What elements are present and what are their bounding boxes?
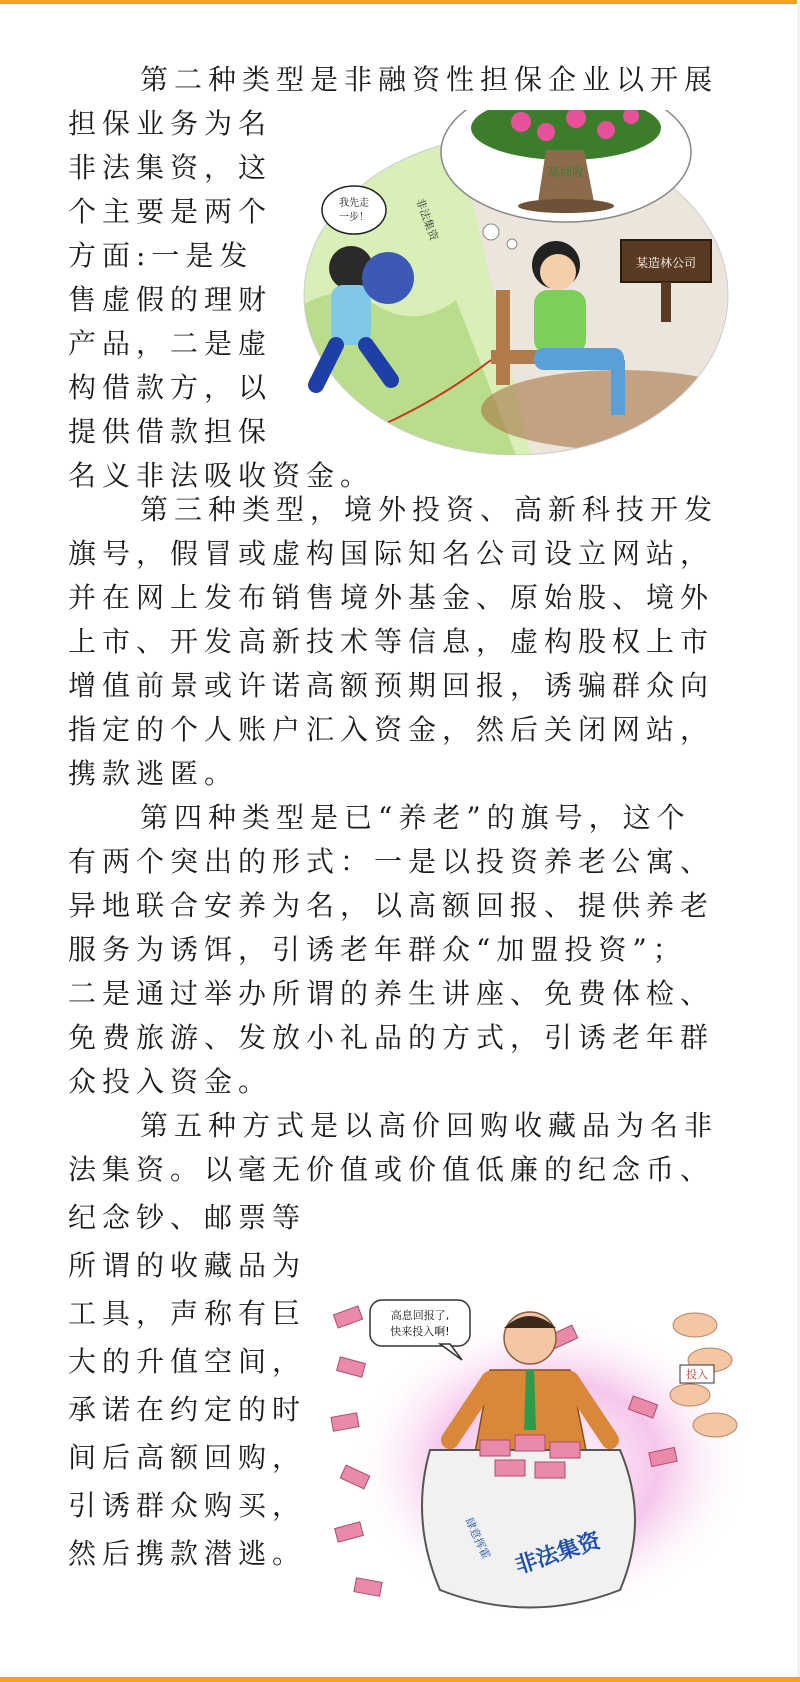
text-line: 然后携款潜逃。 [68,1537,307,1570]
text-line: 第三种类型，境外投资、高新科技开发 [140,493,719,526]
text-line: 纪念钞、邮票等 [68,1201,307,1234]
illustration-fraud-guarantee [276,110,776,455]
text-line: 指定的个人账户汇入资金，然后关闭网站， [68,713,715,746]
text-line: 售虚假的理财 [68,283,273,316]
text-line: 第四种类型是已“养老”的旗号，这个 [140,801,691,834]
text-line: 有两个突出的形式：一是以投资养老公寓、 [68,845,715,878]
text-line: 二是通过举办所谓的养生讲座、免费体检、 [68,977,715,1010]
text-line: 第二种类型是非融资性担保企业以开展 [140,63,719,96]
text-line: 携款逃匿。 [68,757,239,790]
text-line: 产品，二是虚 [68,327,273,360]
invest-tag [680,1365,714,1383]
text-line: 大的升值空间， [68,1345,307,1378]
bottom-accent-bar [0,1677,800,1682]
text-line: 异地联合安养为名，以高额回报、提供养老 [68,889,715,922]
speech-bubble-line1: 高息回报了, [390,1309,450,1322]
text-line: 工具，声称有巨 [68,1297,307,1330]
loot-sack [362,252,414,304]
sack-label: 非法集资 [512,1528,604,1580]
text-line: 所谓的收藏品为 [68,1249,307,1282]
text-line: 名义非法吸收资金。 [68,459,375,492]
text-line: 服务为诱饵，引诱老年群众“加盟投资”； [68,933,687,966]
company-sign-label: 某造林公司 [635,256,697,270]
text-line: 第五种方式是以高价回购收藏品为名非 [140,1109,719,1142]
text-line: 免费旅游、发放小礼品的方式，引诱老年群 [68,1021,715,1054]
text-line: 引诱群众购买， [68,1489,307,1522]
road-sign-label: 非法集资 [413,196,441,243]
text-line: 方面:一是发 [68,239,254,272]
text-line: 增值前景或许诺高额预期回报，诱骗群众向 [68,669,715,702]
text-line: 担保业务为名 [68,107,273,140]
text-line: 个主要是两个 [68,195,273,228]
speech-bubble-line2: 快来投入啊! [390,1325,450,1338]
top-accent-bar [0,0,800,4]
text-line: 并在网上发布销售境外基金、原始股、境外 [68,581,715,614]
text-line: 上市、开发高新技术等信息，虚构股权上市 [68,625,715,658]
invest-tag-label: 投入 [686,1368,708,1381]
text-line: 提供借款担保 [68,415,273,448]
text-line: 众投入资金。 [68,1065,273,1098]
text-line: 法集资。以毫无价值或价值低廉的纪念币、 [68,1153,715,1186]
money-sack [422,1435,635,1608]
thief-bubble-line2: 一步！ [339,212,369,223]
illustration-collectible-fraud [330,1290,750,1620]
sack-side-label: 肆意挥霍 [462,1515,493,1562]
text-line: 间后高额回购， [68,1441,307,1474]
text-line: 承诺在约定的时 [68,1393,307,1426]
thief-bubble-line1: 我先走 [339,198,369,209]
thief-speech-bubble [322,186,386,234]
text-line: 非法集资，这 [68,151,273,184]
text-line: 旗号，假冒或虚构国际知名公司设立网站， [68,537,715,570]
text-line: 构借款方，以 [68,371,273,404]
tree-label: 高回收 [547,165,585,179]
